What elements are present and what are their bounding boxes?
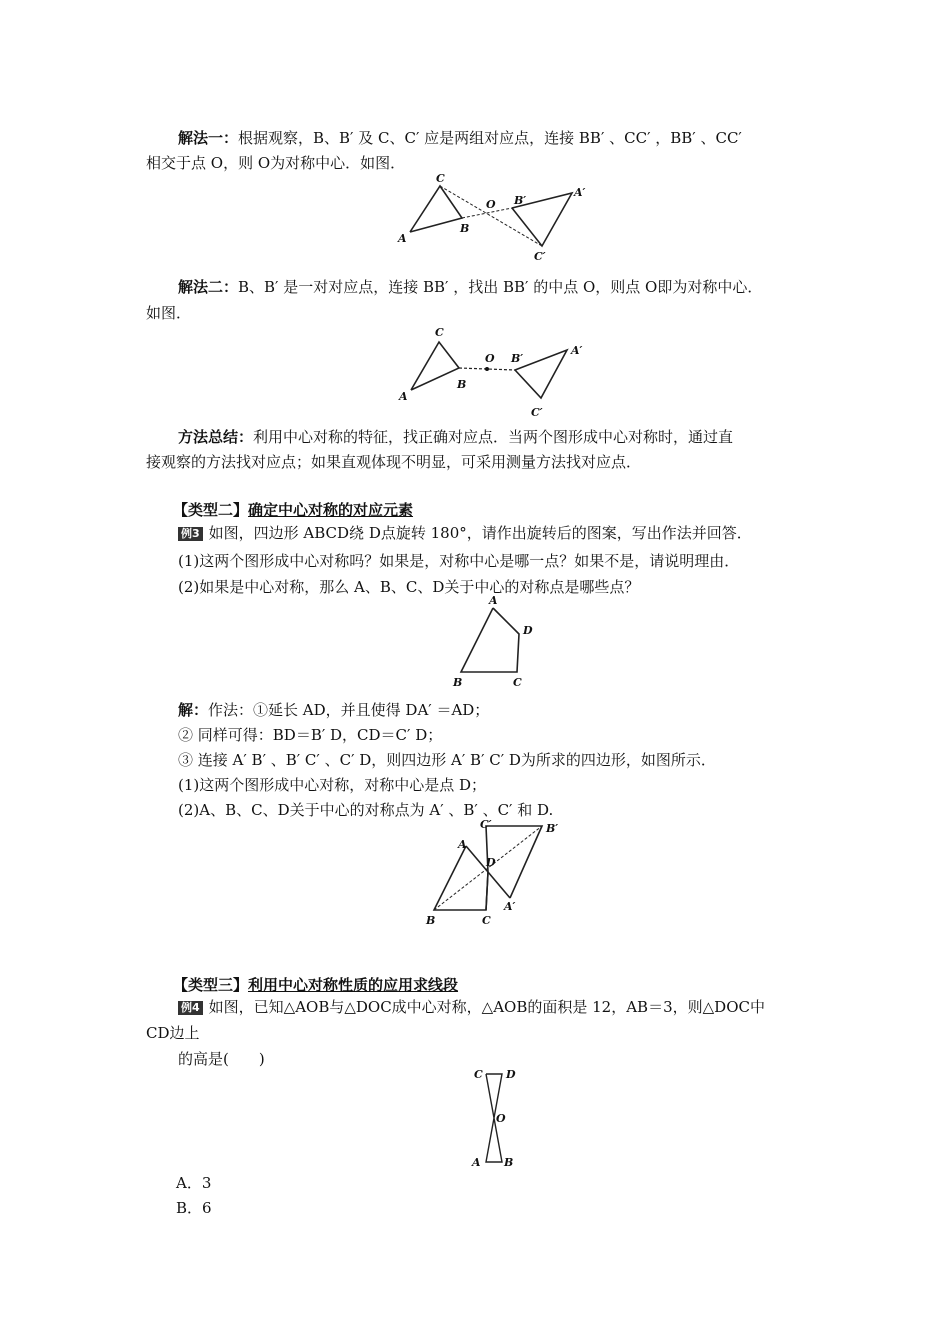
summary-line-2: 接观察的方法找对应点；如果直观体现不明显，可采用测量方法找对应点． — [146, 453, 642, 471]
fig4-label-Cp: C′ — [480, 818, 492, 831]
figure-2 — [395, 322, 595, 422]
answer-line-3: (1)这两个图形成中心对称，对称中心是点 D； — [178, 776, 487, 794]
example-4-line-3: 的高是( ) — [178, 1050, 265, 1068]
solution-1-line-2: 相交于点 O，则 O为对称中心．如图． — [146, 154, 406, 172]
example-3-q1: (1)这两个图形成中心对称吗？如果是，对称中心是哪一点？如果不是，请说明理由． — [178, 552, 740, 570]
summary-line-1: 方法总结：利用中心对称的特征，找正确对应点．当两个图形成中心对称时，通过直 — [178, 428, 734, 446]
figure-3 — [445, 594, 545, 690]
solution-2-line-1: 解法二：B、B′ 是一对对应点，连接 BB′ ，找出 BB′ 的中点 O，则点 O即为对称中心． — [178, 278, 763, 296]
figure-1 — [390, 168, 600, 268]
fig5-label-C: C — [474, 1068, 483, 1081]
example-4-line-2: CD边上 — [146, 1024, 200, 1042]
answer-line-1: ② 同样可得：BD＝B′ D，CD＝C′ D； — [178, 726, 443, 744]
fig4-label-Ap: A′ — [504, 900, 516, 913]
figure-4 — [420, 816, 580, 932]
fig2-label-Bp: B′ — [511, 352, 524, 365]
example-3-q2: (2)如果是中心对称，那么 A、B、C、D关于中心的对称点是哪些点？ — [178, 578, 640, 596]
example-4-question: 例4 如图，已知△AOB与△DOC成中心对称，△AOB的面积是 12，AB＝3，则△DOC中 — [178, 997, 765, 1017]
fig3-label-B: B — [453, 676, 463, 689]
fig1-label-A: A — [398, 232, 407, 245]
fig3-label-D: D — [523, 624, 533, 637]
fig5-label-O: O — [496, 1112, 506, 1125]
type-2-heading: 【类型二】确定中心对称的对应元素 — [173, 501, 414, 519]
type-3-heading: 【类型三】利用中心对称性质的应用求线段 — [173, 976, 459, 994]
fig2-label-O: O — [485, 352, 495, 365]
example-3-badge: 例3 — [178, 527, 203, 541]
solution-2-label: 解法二： — [178, 278, 239, 296]
fig4-label-D: D — [486, 856, 496, 869]
fig3-label-C: C — [513, 676, 522, 689]
answer-line-4: (2)A、B、C、D关于中心的对称点为 A′ 、B′ 、C′ 和 D. — [178, 801, 554, 819]
fig4-label-B: B — [426, 914, 436, 927]
type-2-title: 确定中心对称的对应元素 — [248, 501, 414, 519]
example-3-question: 例3 如图，四边形 ABCD绕 D点旋转 180°，请作出旋转后的图案，写出作法并回答． — [178, 523, 752, 543]
fig2-label-B: B — [457, 378, 467, 391]
solution-2-line-2: 如图． — [146, 304, 192, 322]
fig1-label-C: C — [436, 172, 445, 185]
figure-5 — [458, 1064, 538, 1172]
fig4-label-A: A — [458, 838, 467, 851]
fig2-label-Cp: C′ — [531, 406, 543, 419]
answer-label: 解： — [178, 701, 209, 719]
fig3-label-A: A — [489, 594, 498, 607]
fig4-label-Bp: B′ — [546, 822, 559, 835]
fig2-label-C: C — [435, 326, 444, 339]
fig2-label-A: A — [399, 390, 408, 403]
answer-line-2: ③ 连接 A′ B′ 、B′ C′ 、C′ D，则四边形 A′ B′ C′ D为所求的四边形，如图所示． — [178, 751, 716, 769]
solution-1-line-1: 解法一：根据观察，B、B′ 及 C、C′ 应是两组对应点，连接 BB′ 、CC′ ，BB′ 、CC′ — [178, 129, 742, 147]
summary-label: 方法总结： — [178, 428, 254, 446]
fig1-label-Ap: A′ — [574, 186, 586, 199]
answer-line-0: 解：作法：①延长 AD，并且使得 DA′ ＝AD； — [178, 701, 490, 719]
option-a[interactable]: A．3 — [176, 1174, 212, 1192]
fig1-label-O: O — [486, 198, 496, 211]
fig4-label-C: C — [482, 914, 491, 927]
option-b[interactable]: B．6 — [176, 1199, 212, 1217]
fig2-label-Ap: A′ — [571, 344, 583, 357]
fig5-label-B: B — [504, 1156, 514, 1169]
fig5-label-A: A — [472, 1156, 481, 1169]
example-4-badge: 例4 — [178, 1001, 203, 1015]
type-3-title: 利用中心对称性质的应用求线段 — [248, 976, 459, 994]
fig1-label-B: B — [460, 222, 470, 235]
fig1-label-Cp: C′ — [534, 250, 546, 263]
fig5-label-D: D — [506, 1068, 516, 1081]
fig1-label-Bp: B′ — [514, 194, 527, 207]
solution-1-label: 解法一： — [178, 129, 239, 147]
